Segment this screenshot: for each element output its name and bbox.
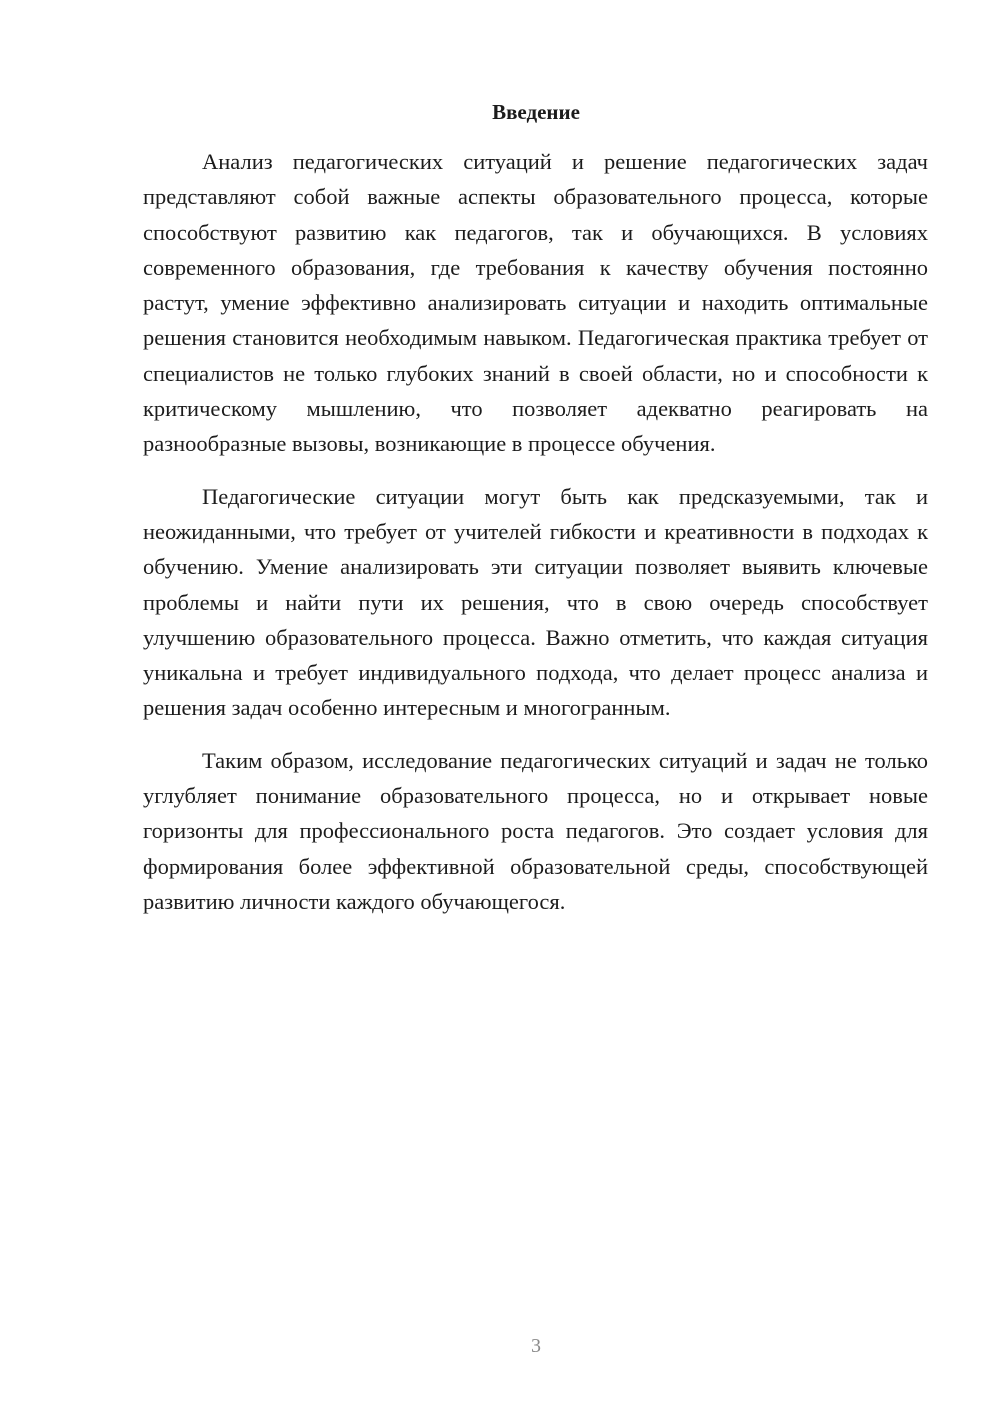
section-heading: Введение (492, 100, 580, 124)
page-number: 3 (531, 1335, 541, 1357)
paragraph-3: Таким образом, исследование педагогических ситуаций и задач не только углубляет понимание образовательного процесса, но и открывает новые горизонты для профессионального роста педагогов. Это создает условия для формирования более эффективной образовательной среды, способствующей развитию личности каждого обучающегося. (143, 747, 928, 914)
paragraph-1: Анализ педагогических ситуаций и решение педагогических задач представляют собой важные аспекты образовательного процесса, которые способствуют развитию как педагогов, так и обучающихся. В условиях современного образования, где требования к качеству обучения постоянно растут, умение эффективно анализировать ситуации и находить оптимальные решения становится необходимым навыком. Педагогическая практика требует от специалистов не только глубоких знаний в своей области, но и способности к критическому мышлению, что позволяет адекватно реагировать на разнообразные вызовы, возникающие в процессе обучения. (143, 149, 928, 457)
body-text (143, 144, 928, 936)
paragraph-2: Педагогические ситуации могут быть как предсказуемыми, так и неожиданными, что требует от учителей гибкости и креативности в подходах к обучению. Умение анализировать эти ситуации позволяет выявить ключевые проблемы и найти пути их решения, что в свою очередь способствует улучшению образовательного процесса. Важно отметить, что каждая ситуация уникальна и требует индивидуального подхода, что делает процесс анализа и решения задач особенно интересным и многогранным. (143, 483, 928, 721)
